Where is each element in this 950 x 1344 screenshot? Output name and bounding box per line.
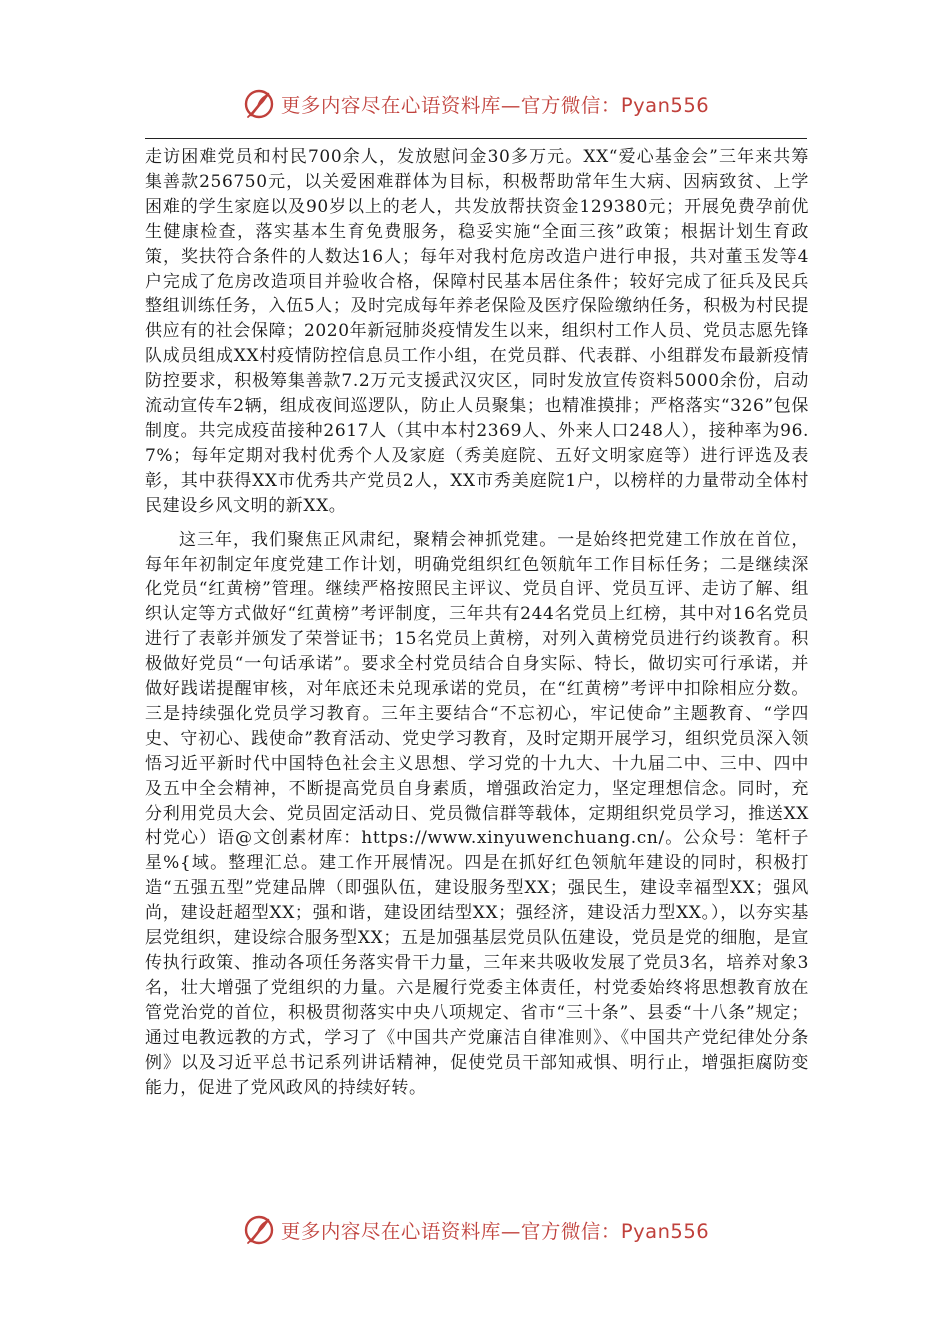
header-banner	[0, 84, 950, 124]
quill-pen-logo-icon	[241, 1212, 277, 1248]
header-divider	[145, 138, 807, 139]
paragraph-2: 这三年，我们聚焦正风肃纪，聚精会神抓党建。一是始终把党建工作放在首位，每年年初制定年度党建工作计划，明确党组织红色领航年工作目标任务；二是继续深化党员“红黄榜”管理。继续严格按照民主评议、党员自评、党员互评、走访了解、组织认定等方式做好“红黄榜”考评制度，三年共有244名党员上红榜，其中对16名党员进行了表彰并颁发了荣誉证书；15名党员上黄榜，对列入黄榜党员进行约谈教育。积极做好党员“一句话承诺”。要求全村党员结合自身实际、特长，做切实可行承诺，并做好践诺提醒审核，对年底还未兑现承诺的党员，在“红黄榜”考评中扣除相应分数。三是持续强化党员学习教育。三年主要结合“不忘初心，牢记使命”主题教育、“学四史、守初心、践使命”教育活动、党史学习教育，及时定期开展学习，组织党员深入领悟习近平新时代中国特色社会主义思想、学习党的十九大、十九届二中、三中、四中及五中全会精神，不断提高党员自身素质，增强政治定力，坚定理想信念。同时，充分利用党员大会、党员固定活动日、党员微信群等载体，定期组织党员学习，推送XX村党心）语@文创素材库：https://www.xinyuwenchuang.cn/。公众号：笔杆子星%{域。整理汇总。建工作开展情况。四是在抓好红色领航年建设的同时，积极打造“五强五型”党建品牌（即强队伍，建设服务型XX；强民生，建设幸福型XX；强风尚，建设赶超型XX；强和谐，建设团结型XX；强经济，建设活力型XX。），以夯实基层党组织，建设综合服务型XX；五是加强基层党员队伍建设，党员是党的细胞，是宣传执行政策、推动各项任务落实骨干力量，三年来共吸收发展了党员3名，培养对象3名，壮大增强了党组织的力量。六是履行党委主体责任，村党委始终将思想教育放在管党治党的首位，积极贯彻落实中央八项规定、省市“三十条”、县委“十八条”规定；通过电教远教的方式，学习了《中国共产党廉洁自律准则》、《中国共产党纪律处分条例》以及习近平总书记系列讲话精神，促使党员干部知戒惧、明行止，增强拒腐防变能力，促进了党风政风的持续好转。	[145, 529, 809, 1098]
footer-banner	[0, 1210, 950, 1250]
document-body	[145, 145, 809, 1100]
quill-pen-logo-icon	[241, 86, 277, 122]
paragraph-1: 走访困难党员和村民700余人，发放慰问金30多万元。XX“爱心基金会”三年来共筹集善款256750元，以关爱困难群体为目标，积极帮助常年生大病、因病致贫、上学困难的学生家庭以及90岁以上的老人，共发放帮扶资金129380元；开展免费孕前优生健康检查，落实基本生育免费服务，稳妥实施“全面三孩”政策；根据计划生育政策，奖扶符合条件的人数达16人；每年对我村危房改造户进行申报，共对董玉发等4户完成了危房改造项目并验收合格，保障村民基本居住条件；较好完成了征兵及民兵整组训练任务，入伍5人；及时完成每年养老保险及医疗保险缴纳任务，积极为村民提供应有的社会保障；2020年新冠肺炎疫情发生以来，组织村工作人员、党员志愿先锋队成员组成XX村疫情防控信息员工作小组，在党员群、代表群、小组群发布最新疫情防控要求，积极筹集善款7.2万元支援武汉灾区，同时发放宣传资料5000余份，启动流动宣传车2辆，组成夜间巡逻队，防止人员聚集；也精准摸排；严格落实“326”包保制度。共完成疫苗接种2617人（其中本村2369人、外来人口248人），接种率为96.7%；每年定期对我村优秀个人及家庭（秀美庭院、五好文明家庭等）进行评选及表彰，其中获得XX市优秀共产党员2人，XX市秀美庭院1户，以榜样的力量带动全体村民建设乡风文明的新XX。	[145, 147, 809, 516]
header-banner-text: 更多内容尽在心语资料库—官方微信：Pyan556	[280, 94, 710, 117]
footer-banner-text: 更多内容尽在心语资料库—官方微信：Pyan556	[280, 1220, 710, 1243]
